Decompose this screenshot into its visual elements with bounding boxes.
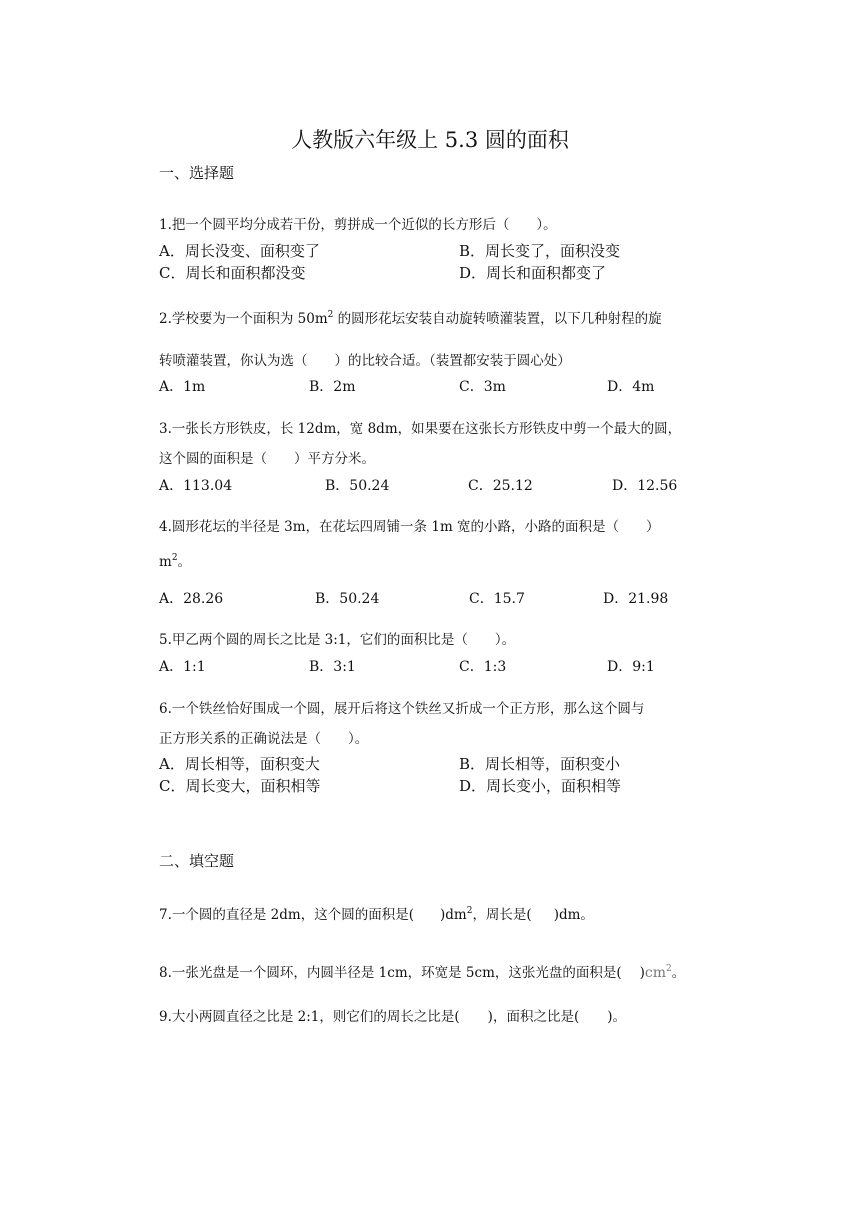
question-6-option-a: A．周长相等，面积变大 [159, 755, 320, 773]
question-4-line-1: 4.圆形花坛的半径是 3m，在花坛四周铺一条 1m 宽的小路，小路的面积是（ ） [159, 519, 660, 535]
question-1-option-b: B．周长变了，面积没变 [459, 242, 621, 260]
question-4-unit-superscript: 2 [171, 552, 178, 563]
question-1-option-c: C．周长和面积都没变 [159, 264, 306, 282]
page-title: 人教版六年级上 5.3 圆的面积 [291, 128, 569, 152]
question-7-superscript: 2 [466, 905, 473, 916]
question-6-option-b: B．周长相等，面积变小 [459, 755, 621, 773]
question-8-unit-superscript: 2 [666, 963, 672, 974]
question-8 [159, 961, 685, 981]
question-6-option-c: C．周长变大，面积相等 [159, 777, 321, 795]
question-7-part-2: )dm [439, 907, 467, 923]
question-2-superscript: 2 [327, 309, 334, 320]
question-4-option-c: C．15.7 [469, 591, 525, 607]
section-choice-heading: 一、选择题 [159, 164, 235, 182]
section-fill-heading: 二、填空题 [159, 852, 235, 870]
question-8-part-1: 8.一张光盘是一个圆环，内圆半径是 1cm，环宽是 5cm，这张光盘的面积是( [159, 965, 622, 981]
question-4-line-2 [159, 550, 191, 570]
question-5-option-b: B．3:1 [309, 659, 356, 675]
question-5-option-a: A．1:1 [159, 659, 206, 675]
question-2-text-after: 的圆形花坛安装自动旋转喷灌装置，以下几种射程的旋 [333, 311, 662, 327]
question-7-part-3: ，周长是( [472, 907, 532, 923]
question-3-line-2: 这个圆的面积是（ ）平方分米。 [159, 451, 375, 467]
question-9-part-2: )，面积之比是( [487, 1009, 580, 1025]
question-5-text: 5.甲乙两个圆的周长之比是 3:1，它们的面积比是（ ）。 [159, 632, 516, 648]
question-9-part-3: )。 [607, 1009, 626, 1025]
question-4-unit: m [159, 554, 172, 570]
question-9-part-1: 9.大小两圆直径之比是 2:1，则它们的周长之比是( [159, 1009, 460, 1025]
question-6-line-1: 6.一个铁丝恰好围成一个圆，展开后将这个铁丝又折成一个正方形，那么这个圆与 [159, 701, 645, 717]
question-3-option-c: C．25.12 [468, 478, 533, 494]
question-5-option-d: D．9:1 [607, 659, 655, 675]
question-3-option-b: B．50.24 [325, 478, 390, 494]
question-4-line-2-end: 。 [177, 554, 192, 570]
question-6-line-2: 正方形关系的正确说法是（ ）。 [159, 731, 369, 747]
question-8-part-2: ) [639, 965, 645, 981]
question-5-option-c: C．1:3 [459, 659, 507, 675]
question-2-text-before: 2.学校要为一个面积为 50m [159, 311, 328, 327]
question-6-option-d: D．周长变小，面积相等 [459, 777, 622, 795]
question-2-line-1 [159, 307, 662, 327]
question-9 [159, 1005, 626, 1025]
question-1-option-a: A．周长没变、面积变了 [159, 242, 320, 260]
question-8-part-3: 。 [671, 965, 686, 981]
question-2-option-a: A．1m [159, 379, 206, 395]
question-4-option-d: D．21.98 [603, 591, 669, 607]
question-2-option-b: B．2m [309, 379, 356, 395]
question-8-unit: cm [644, 965, 667, 981]
question-7-part-1: 7.一个圆的直径是 2dm，这个圆的面积是( [159, 907, 414, 923]
question-1-option-d: D．周长和面积都变了 [459, 264, 607, 282]
question-2-option-d: D．4m [607, 379, 655, 395]
question-4-option-b: B．50.24 [315, 591, 380, 607]
question-3-option-d: D．12.56 [612, 478, 678, 494]
question-2-option-c: C．3m [459, 379, 506, 395]
question-2-line-2: 转喷灌装置，你认为选（ ）的比较合适。（装置都安装于圆心处） [159, 353, 571, 369]
question-4-option-a: A．28.26 [159, 591, 224, 607]
question-3-option-a: A．113.04 [159, 478, 233, 494]
question-7-part-4: )dm。 [553, 907, 594, 923]
question-1-text: 1.把一个圆平均分成若干份，剪拼成一个近似的长方形后（ ）。 [159, 217, 557, 233]
question-7 [159, 903, 594, 923]
question-3-line-1: 3.一张长方形铁皮，长 12dm，宽 8dm，如果要在这张长方形铁皮中剪一个最大的圆， [159, 421, 682, 437]
